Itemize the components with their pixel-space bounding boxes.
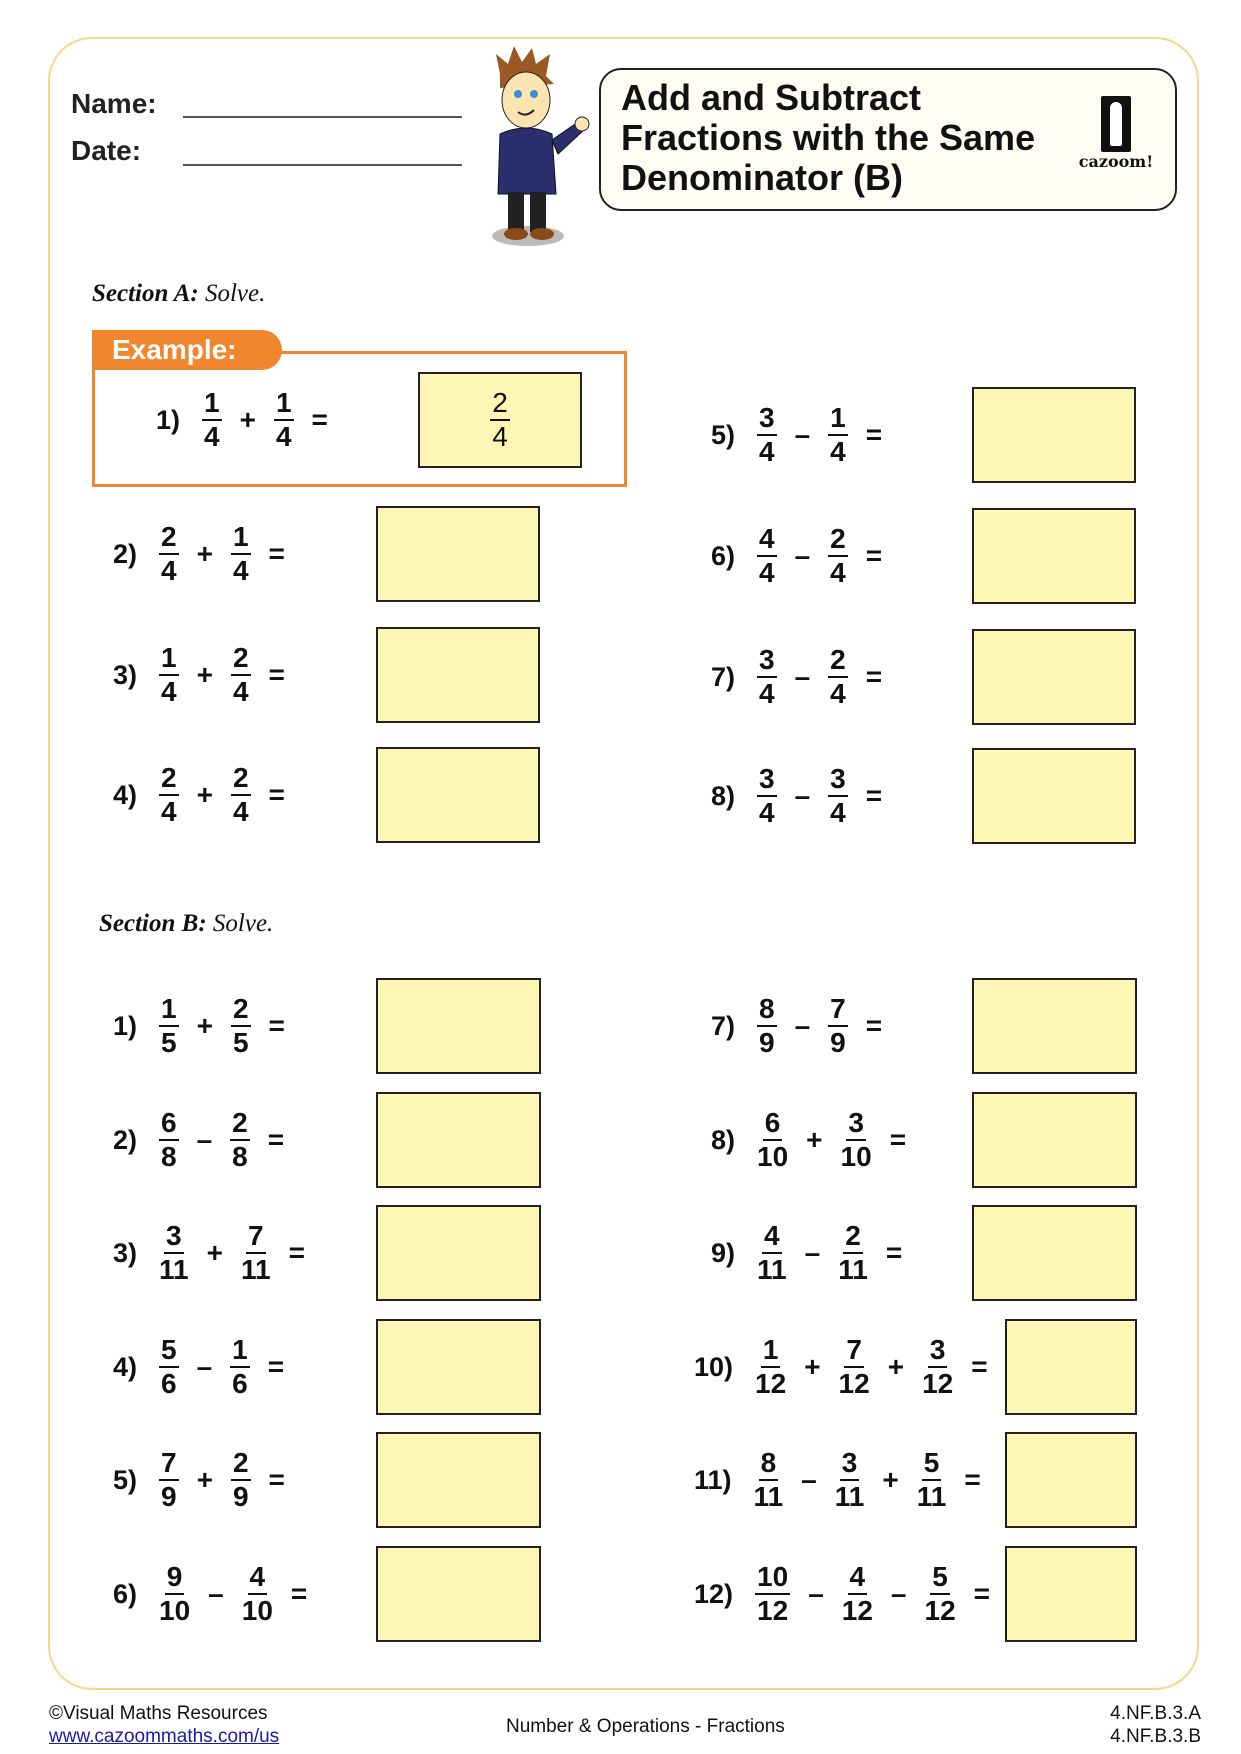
- problem-number: 7): [711, 661, 736, 692]
- numerator: 2: [231, 993, 251, 1027]
- numerator: 4: [248, 1561, 268, 1595]
- denominator: 4: [759, 557, 775, 588]
- equals-sign: =: [865, 661, 883, 692]
- equals-sign: =: [971, 1351, 988, 1382]
- footer-copyright: ©Visual Maths Resources: [49, 1703, 268, 1724]
- fraction: [757, 1220, 787, 1286]
- fraction: [242, 1561, 273, 1627]
- section-b-answer-box-4[interactable]: [376, 1319, 541, 1415]
- section-a-answer-box-8[interactable]: [972, 748, 1136, 844]
- denominator: 6: [232, 1368, 248, 1399]
- plus-operator: +: [239, 404, 256, 435]
- numerator: 8: [759, 1447, 779, 1481]
- section-a-instruction: Solve.: [204, 280, 266, 307]
- denominator: 6: [161, 1368, 177, 1399]
- equals-sign: =: [268, 538, 285, 569]
- fraction: [231, 762, 251, 828]
- fraction: [922, 1334, 953, 1400]
- problem-number: 7): [711, 1010, 736, 1041]
- numerator: 7: [246, 1220, 266, 1254]
- section-b-problem-8: [711, 1107, 920, 1173]
- numerator: 2: [159, 762, 179, 796]
- example-answer-box: [418, 372, 582, 468]
- numerator: 2: [828, 644, 848, 678]
- equals-sign: =: [268, 659, 285, 690]
- fraction: [159, 1107, 179, 1173]
- denominator: 9: [232, 1481, 249, 1512]
- problem-number: 6): [711, 540, 736, 571]
- equals-sign: =: [973, 1578, 991, 1609]
- equals-sign: =: [889, 1124, 907, 1155]
- equals-sign: =: [964, 1464, 981, 1495]
- fraction: [159, 1561, 190, 1627]
- numerator: 7: [159, 1447, 179, 1481]
- denominator: 10: [757, 1141, 789, 1172]
- denominator: 10: [840, 1141, 872, 1172]
- plus-operator: +: [206, 1237, 223, 1268]
- equals-sign: =: [865, 419, 883, 450]
- numerator: 6: [763, 1107, 783, 1141]
- fraction: [925, 1561, 956, 1627]
- numerator: 7: [844, 1334, 864, 1368]
- numerator: 3: [840, 1447, 860, 1481]
- denominator: 11: [916, 1481, 947, 1512]
- section-b-answer-box-8[interactable]: [972, 1092, 1137, 1188]
- section-b-answer-box-2[interactable]: [376, 1092, 541, 1188]
- numerator: 1: [231, 521, 251, 555]
- denominator: 11: [159, 1254, 189, 1285]
- denominator: 4: [232, 555, 249, 586]
- numerator: 2: [230, 1107, 250, 1141]
- denominator: 5: [232, 1027, 249, 1058]
- fraction: [231, 993, 251, 1059]
- problem-number: 1): [156, 404, 181, 435]
- section-b-answer-box-5[interactable]: [376, 1432, 541, 1528]
- denominator: 12: [922, 1368, 954, 1399]
- plus-operator: +: [806, 1124, 823, 1155]
- section-b-problem-4: [113, 1334, 298, 1400]
- denominator: 4: [759, 436, 775, 467]
- fraction: [159, 642, 179, 708]
- plus-operator: +: [196, 1464, 213, 1495]
- problem-number: 8): [711, 780, 736, 811]
- section-b-answer-box-12[interactable]: [1005, 1546, 1137, 1642]
- plus-operator: +: [196, 779, 213, 810]
- footer-website-link[interactable]: www.cazoommaths.com/us: [49, 1726, 280, 1747]
- denominator: 11: [753, 1481, 784, 1512]
- denominator: 11: [757, 1254, 787, 1285]
- numerator: 2: [828, 523, 848, 557]
- numerator: 2: [490, 387, 510, 421]
- minus-operator: –: [794, 780, 811, 811]
- denominator: 4: [232, 676, 249, 707]
- minus-operator: –: [890, 1578, 907, 1609]
- minus-operator: –: [794, 540, 811, 571]
- denominator: 4: [161, 676, 177, 707]
- minus-operator: –: [804, 1237, 821, 1268]
- numerator: 1: [159, 642, 179, 676]
- denominator: 10: [241, 1595, 273, 1626]
- numerator: 4: [757, 523, 777, 557]
- fraction: [828, 644, 848, 710]
- fraction: [159, 993, 179, 1059]
- plus-operator: +: [887, 1351, 905, 1382]
- denominator: 4: [232, 796, 249, 827]
- section-b-problem-10: [694, 1334, 1002, 1400]
- problem-number: 5): [113, 1464, 138, 1495]
- fraction: [230, 1334, 250, 1400]
- problem-number: 3): [113, 659, 138, 690]
- section-b-problem-3: [113, 1220, 319, 1286]
- numerator: 1: [159, 993, 179, 1027]
- date-input-line[interactable]: [183, 164, 462, 166]
- section-a-answer-box-3[interactable]: [376, 627, 540, 723]
- fraction: [828, 402, 848, 468]
- numerator: 9: [165, 1561, 185, 1595]
- numerator: 3: [846, 1107, 866, 1141]
- fraction: [841, 1107, 872, 1173]
- problem-number: 2): [113, 1124, 138, 1155]
- problem-number: 2): [113, 538, 138, 569]
- fraction: [839, 1334, 870, 1400]
- section-a-label: Section A:: [92, 280, 199, 307]
- denominator: 12: [838, 1368, 870, 1399]
- numerator: 2: [231, 642, 251, 676]
- fraction: [757, 1107, 788, 1173]
- section-a-answer-box-7[interactable]: [972, 629, 1136, 725]
- denominator: 9: [161, 1481, 177, 1512]
- denominator: 12: [841, 1595, 873, 1626]
- section-a-answer-box-2[interactable]: [376, 506, 540, 602]
- section-b-answer-box-10[interactable]: [1005, 1319, 1137, 1415]
- numerator: 5: [922, 1447, 942, 1481]
- fraction: [757, 523, 777, 589]
- denominator: 11: [240, 1254, 271, 1285]
- section-b-problem-5: [113, 1447, 299, 1513]
- numerator: 3: [757, 402, 777, 436]
- section-b-problem-2: [113, 1107, 298, 1173]
- denominator: 4: [161, 796, 177, 827]
- footer-topic: Number & Operations - Fractions: [506, 1716, 785, 1737]
- minus-operator: –: [196, 1124, 213, 1155]
- numerator: 7: [828, 993, 848, 1027]
- equals-sign: =: [885, 1237, 903, 1268]
- fraction: [241, 1220, 271, 1286]
- problem-number: 5): [711, 419, 736, 450]
- fraction: [917, 1447, 947, 1513]
- numerator: 2: [231, 1447, 251, 1481]
- section-a-problem-4: [113, 762, 299, 828]
- minus-operator: –: [794, 661, 811, 692]
- plus-operator: +: [804, 1351, 821, 1382]
- minus-operator: –: [794, 1010, 811, 1041]
- denominator: 9: [759, 1027, 775, 1058]
- section-a-answer-box-4[interactable]: [376, 747, 540, 843]
- answer-fraction: [490, 387, 510, 453]
- denominator: 4: [275, 421, 292, 452]
- fraction: [755, 1561, 790, 1627]
- section-b-problem-12: [694, 1561, 1004, 1627]
- numerator: 5: [930, 1561, 950, 1595]
- equals-sign: =: [865, 540, 883, 571]
- fraction: [757, 993, 777, 1059]
- fraction: [231, 1447, 251, 1513]
- problem-number: 4): [113, 779, 138, 810]
- equals-sign: =: [268, 1464, 285, 1495]
- fraction: [828, 763, 848, 829]
- denominator: 12: [755, 1368, 787, 1399]
- denominator: 5: [161, 1027, 177, 1058]
- numerator: 1: [202, 387, 222, 421]
- section-b-answer-box-1[interactable]: [376, 978, 541, 1074]
- denominator: 4: [759, 797, 775, 828]
- equals-sign: =: [268, 779, 285, 810]
- numerator: 2: [159, 521, 179, 555]
- denominator: 4: [492, 421, 508, 452]
- equals-sign: =: [267, 1351, 285, 1382]
- numerator: 5: [159, 1334, 179, 1368]
- problem-number: 11): [694, 1464, 732, 1495]
- fraction: [828, 523, 848, 589]
- fraction: [842, 1561, 873, 1627]
- numerator: 6: [159, 1107, 179, 1141]
- equals-sign: =: [290, 1578, 308, 1609]
- fraction: [231, 521, 251, 587]
- fraction: [159, 1334, 179, 1400]
- problem-number: 9): [711, 1237, 736, 1268]
- numerator: 2: [231, 762, 251, 796]
- equals-sign: =: [865, 1010, 883, 1041]
- fraction: [202, 387, 222, 453]
- section-b-problem-1: [113, 993, 299, 1059]
- problem-number: 8): [711, 1124, 736, 1155]
- denominator: 12: [757, 1595, 789, 1626]
- minus-operator: –: [208, 1578, 224, 1609]
- minus-operator: –: [196, 1351, 213, 1382]
- denominator: 4: [830, 436, 846, 467]
- fraction: [835, 1447, 865, 1513]
- fraction: [838, 1220, 868, 1286]
- plus-operator: +: [196, 1010, 213, 1041]
- problem-number: 10): [694, 1351, 734, 1382]
- section-b-answer-box-7[interactable]: [972, 978, 1137, 1074]
- fraction: [159, 1220, 189, 1286]
- numerator: 8: [757, 993, 777, 1027]
- denominator: 4: [161, 555, 177, 586]
- denominator: 4: [830, 557, 846, 588]
- section-b-answer-box-6[interactable]: [376, 1546, 541, 1642]
- denominator: 10: [159, 1595, 191, 1626]
- title-box: [599, 68, 1177, 211]
- equals-sign: =: [311, 404, 328, 435]
- numerator: 10: [755, 1561, 790, 1595]
- date-label: Date:: [71, 135, 142, 166]
- section-a-problem-5: [711, 402, 896, 468]
- minus-operator: –: [808, 1578, 824, 1609]
- equals-sign: =: [288, 1237, 305, 1268]
- footer-link-wrap: [49, 1726, 279, 1748]
- cazoom-logo-text: cazoom!: [1078, 152, 1154, 171]
- section-a-problem-8: [711, 763, 896, 829]
- denominator: 8: [232, 1141, 248, 1172]
- fraction: [159, 521, 179, 587]
- fraction: [757, 763, 777, 829]
- problem-number: 4): [113, 1351, 138, 1382]
- name-label: Name:: [71, 88, 157, 119]
- section-b-problem-9: [711, 1220, 916, 1286]
- section-b-problem-11: [694, 1447, 995, 1513]
- section-a-problem-2: [113, 521, 299, 587]
- numerator: 3: [757, 644, 777, 678]
- section-a-answer-box-5[interactable]: [972, 387, 1136, 483]
- fraction: [755, 1334, 786, 1400]
- numerator: 4: [762, 1220, 782, 1254]
- plus-operator: +: [196, 538, 213, 569]
- section-b-answer-box-9[interactable]: [972, 1205, 1137, 1301]
- fraction: [159, 1447, 179, 1513]
- denominator: 12: [924, 1595, 956, 1626]
- section-b-heading: [99, 910, 273, 938]
- section-b-answer-box-3[interactable]: [376, 1205, 541, 1301]
- numerator: 4: [848, 1561, 868, 1595]
- section-b-answer-box-11[interactable]: [1005, 1432, 1137, 1528]
- denominator: 4: [830, 797, 846, 828]
- equals-sign: =: [268, 1010, 285, 1041]
- problem-number: 3): [113, 1237, 138, 1268]
- numerator: 3: [828, 763, 848, 797]
- minus-operator: –: [801, 1464, 817, 1495]
- denominator: 11: [834, 1481, 865, 1512]
- numerator: 2: [843, 1220, 863, 1254]
- denominator: 4: [830, 678, 846, 709]
- numerator: 3: [757, 763, 777, 797]
- footer-standard-1: 4.NF.B.3.A: [1110, 1703, 1201, 1724]
- name-input-line[interactable]: [183, 116, 462, 118]
- problem-number: 12): [694, 1578, 734, 1609]
- section-b-instruction: Solve.: [212, 910, 274, 937]
- section-a-answer-box-6[interactable]: [972, 508, 1136, 604]
- numerator: 1: [230, 1334, 250, 1368]
- fraction: [757, 402, 777, 468]
- denominator: 11: [838, 1254, 868, 1285]
- section-a-problem-1: [156, 387, 342, 453]
- section-b-label: Section B:: [99, 910, 207, 937]
- numerator: 3: [164, 1220, 184, 1254]
- section-a-problem-6: [711, 523, 896, 589]
- section-b-problem-6: [113, 1561, 321, 1627]
- equals-sign: =: [267, 1124, 285, 1155]
- equals-sign: =: [865, 780, 883, 811]
- example-tab: Example:: [92, 330, 282, 370]
- fraction: [754, 1447, 784, 1513]
- minus-operator: –: [794, 419, 811, 450]
- fraction: [159, 762, 179, 828]
- numerator: 1: [828, 402, 848, 436]
- section-b-problem-7: [711, 993, 896, 1059]
- denominator: 4: [759, 678, 775, 709]
- plus-operator: +: [882, 1464, 899, 1495]
- problem-number: 1): [113, 1010, 138, 1041]
- denominator: 4: [204, 421, 220, 452]
- section-a-heading: [92, 280, 265, 308]
- cartoon-boy-illustration: [478, 44, 590, 250]
- cazoom-logo-icon: [1101, 96, 1131, 152]
- fraction: [757, 644, 777, 710]
- denominator: 8: [161, 1141, 177, 1172]
- plus-operator: +: [196, 659, 213, 690]
- cazoom-logo: [1071, 96, 1161, 171]
- footer-standard-2: 4.NF.B.3.B: [1110, 1726, 1201, 1747]
- fraction: [230, 1107, 250, 1173]
- problem-number: 6): [113, 1578, 138, 1609]
- numerator: 1: [761, 1334, 781, 1368]
- numerator: 1: [274, 387, 294, 421]
- section-a-problem-3: [113, 642, 299, 708]
- fraction: [231, 642, 251, 708]
- worksheet-title: Add and Subtract Fractions with the Same Denominator (B): [621, 77, 1036, 198]
- section-a-problem-7: [711, 644, 896, 710]
- fraction: [274, 387, 294, 453]
- fraction: [828, 993, 848, 1059]
- numerator: 3: [928, 1334, 948, 1368]
- denominator: 9: [830, 1027, 846, 1058]
